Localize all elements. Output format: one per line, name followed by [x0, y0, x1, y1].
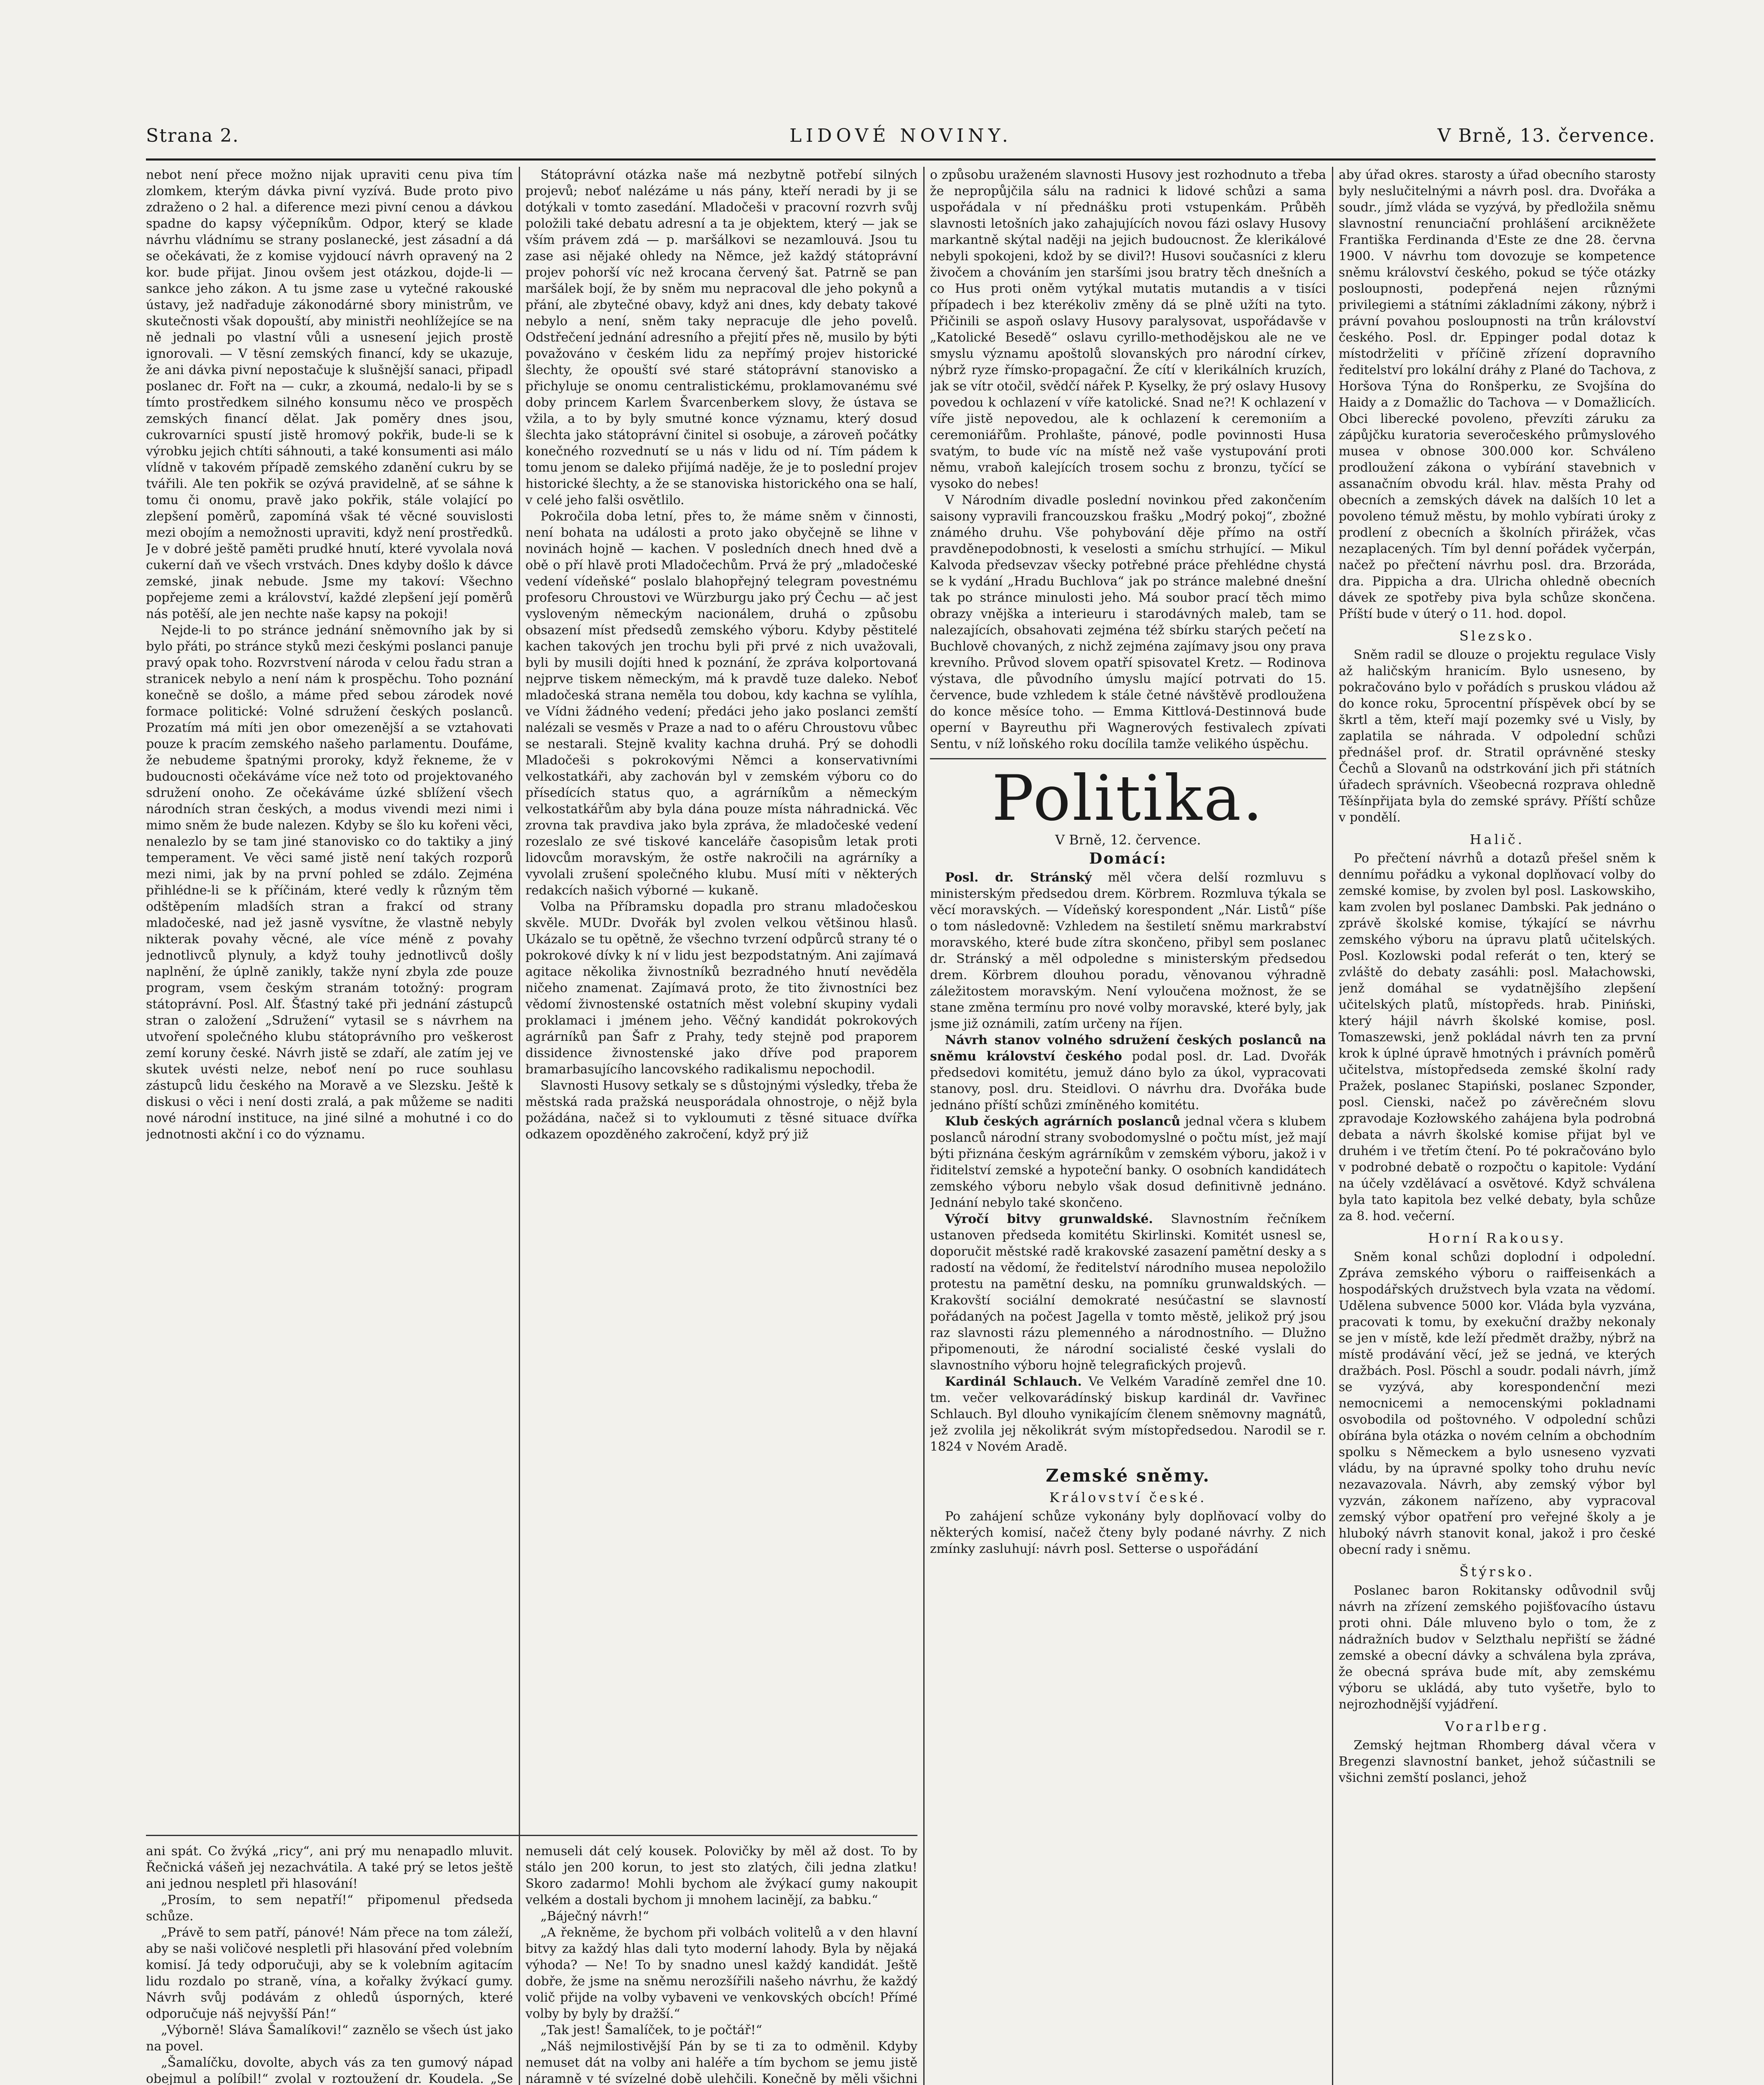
article-text: Slavnosti Husovy setkaly se s důstojnými výsledky, třeba že městská rada pražská neusporádala ohnostroje, o nějž byla požádána, načež si to vykloumuti z těsné situace dvířka odkazem opozděného zakročení, když prý již	[525, 1078, 917, 1142]
navrh-heading: Návrh stanov volného sdružení českých poslanců na sněmu království českého	[930, 1033, 1326, 1064]
article-text: Poslanec baron Rokitansky odůvodnil svůj návrh na zřízení zemského pojišťovacího ústavu proti ohni. Dále mluveno bylo o tom, že z nádražních budov v Selzthalu nepřiští se žádné zemské a obecní dávky a schválena byla zpráva, že obecná správa bude mít, aby zemskému výboru se ukládá, aby tuto vyšetře, bylo to nejrozhodnější vyjádření.	[1339, 1583, 1656, 1712]
article-text: Nejde-li to po stránce jednání sněmovního jak by si bylo přáti, po stránce styků mezi českými poslanci panuje pravý opak toho. Rozvrstvení národa v celou řadu stran a stranicek nebylo a není nám k prospěchu. Toho poznání konečně se došlo, a máme před sebou zárodek nové formace politické: Volné sdružení českých poslanců. Prozatím má míti jen obor omezenější a se vztahovati pouze k pracím zemského našeho parlamentu. Doufáme, že nebudeme špatnými proroky, když řekneme, že v budoucnosti očekáváme více než toto od projektovaného sdružení onoho. Ze očekáváme úzké sblížení všech národních stran českých, a modus vivendi mezi nimi i mimo sněm že bude nalezen. Kdyby se šlo ku kořeni věci, nenalezlo by se tam jiné stanovisko co do taktiky a jiný temperament. Ve věci samé jistě není takých rozporů mezi nimi, jak by na první pohled se zdálo. Zejména přihlédne-li se k příčinám, které vedly k různým těm odštěpením mladších stran a frakcí od strany mladočeské, nad jež jasně vysvítne, že vlastně nebyly nikterak povahy věcné, ale více méně z povahy jednotlivců plynuly, a když touhy jednotlivců došly naplnění, že úplně zanikly, takže nyní zbyla zde pouze program, vsem českým stranám totožný: program státoprávní. Posl. Alf. Šťastný také při jednání zástupců stran o založení „Sdružení“ vytasil se s návrhem na utvoření společného klubu státoprávního pro veškerost zemí koruny české. Návrh jistě se zdaří, ale zatím jej ve skutek uvésti nelze, neboť není po ruce souhlasu zástupců lidu českého na Moravě a ve Slezsku. Ještě k diskusi o věci i není dosti zralá, a pak můžeme se naditi nové národní instituce, na jiné silné a mohutné i co do jednotnosti akční i co do významu.	[146, 623, 513, 1142]
column-1	[146, 167, 513, 1831]
feuilleton-text: nemuseli dát celý kousek. Polovičky by měl až dost. To by stálo jen 200 korun, to jest sto zlatých, čili jedna zlatku! Skoro zadarmo! Mohli bychom ale žvýkací gumy nakoupit velkém a dostali bychom ji mnohem lacinějí, za babku.“	[525, 1844, 917, 1907]
article-text: podal posl. dr. Lad. Dvořák předsedovi komitétu, jemuž dáno bylo za úkol, vypracovati stanovy, posl. dru. Steidlovi. O návrhu dra. Dvořáka bude jednáno příští schůzi zmíněného komitétu.	[930, 1049, 1326, 1113]
article-text: aby úřad okres. starosty a úřad obecního starosty byly neslučitelnými a návrh posl. dra. Dvořáka a soudr., jímž vláda se vyzývá, by předložila sněmu slavnostní renunciační prohlášení arcikněžete Františka Ferdinanda d'Este ze dne 28. června 1900. V návrhu tom dovozuje se kompetence sněmu království českého, pokud se týče otázky posloupnosti, podepřená nejen různými privilegiemi a státními základními zákony, nýbrž i právní povahou posloupnosti na trůn království českého. Posl. dr. Eppinger podal dotaz k místodrželiti v příčině zřízení dopravního ředitelství pro lokální dráhy z Plané do Tachova, z Horšova Týna do Ronšperku, ze Svojšína do Haidy a z Domažlic do Tachova — v Domažlicích. Obci liberecké povoleno, převzíti záruku za zápůjčku kuratoria severočeského průmyslového musea v obnose 300.000 kor. Schváleno prodloužení zákona o vybírání stavebnich v assanačním obvodu král. hlav. města Prahy od obecních a zemských dávek na dalších 10 let a povoleno témuž městu, by mohlo vybírati úroky z prodlení z obecních a školních přirážek, včas nezaplacených. Tím byl denní pořádek vyčerpán, načež po přečtení návrhu posl. dra. Brzoráda, dra. Pippicha a dra. Ulricha ohledně obecních dávek ze spotřeby piva byla schůze skončena. Příští bude v úterý o 11. hod. dopol.	[1339, 168, 1656, 621]
domestic-heading: Domácí:	[1089, 850, 1167, 867]
feuilleton-text: ani spát. Co žvýká „ricy“, ani prý mu nenapadlo mluvit. Řečnická vášeň jej nezachvátila. A také prý se letos ještě ani jednou nespletl při hlasování!	[146, 1844, 513, 1891]
feuilleton-text: „A řekněme, že bychom při volbách volitelů a v den hlavní bitvy za každý hlas dali tyto moderní lahody. Byla by nějaká výhoda? — Ne! To by snadno unesl každý kandidát. Ještě dobře, že jsme na sněmu nerozšířili našeho návrhu, že každý volič přijde na volby vybaveni ve venkovských obcích! Přímé volby by byly by dražší.“	[525, 1925, 917, 2021]
article-text: Sněm radil se dlouze o projektu regulace Visly až haličským hranicím. Bylo usneseno, by pokračováno bylo v pořádích s pruskou vládou až do konce roku, 5procentní příspěvek obcí by se škrtl a těm, kteří mají pozemky své u Visly, by zaplatila se náhrada. V odpolední schůzi přednášel prof. dr. Stratil oprávněné stesky Čechů a Slovanů na odstrkování jich při státních úřadech správních. Všeobecná rozprava ohledně Těšínpřijata byla do zemské správy. Příští schůze v pondělí.	[1339, 648, 1656, 825]
klub-heading: Klub českých agrárních poslanců	[945, 1114, 1181, 1129]
feuilleton-text: „Výborně! Sláva Šamalíkovi!“ zaznělo se všech úst jako na povel.	[146, 2023, 513, 2054]
politika-date: V Brně, 12. července.	[1055, 832, 1201, 848]
feuilleton-text: „Tak jest! Šamalíček, to je počtář!“	[540, 2023, 762, 2037]
kralovstvi-heading: Království české.	[1049, 1490, 1207, 1505]
styrsko-heading: Štýrsko.	[1459, 1564, 1535, 1580]
slezsko-heading: Slezsko.	[1459, 628, 1535, 644]
article-text: jednal včera s klubem poslanců národní strany svobodomyslné o počtu míst, jež mají býti přiznána českým agrárníkům v zemském výboru, jakož i v řiditelství zemské a hypoteční banky. O osobních kandidátech zemského výboru nebylo však dosud definitivně jednáno. Jednání nebylo také skončeno.	[930, 1114, 1326, 1210]
page-header	[146, 125, 1656, 154]
column-rule	[519, 167, 520, 2085]
feuilleton-text: „Náš nejmilostivější Pán by se ti za to odměnil. Kdyby nemuset dát na volby ani haléře a tím bychom se jemu jistě náramně v té svízelné době ulehčili. Konečně by měli všichni	[525, 2039, 917, 2085]
article-text: Sněm konal schůzi doplodní i odpolední. Zpráva zemského výboru o raiffeisenkách a hospodářských družstvech byla vzata na vědomí. Udělena subvence 5000 kor. Vláda byla vyzvána, pracovati k tomu, by exekuční dražby nekonaly se jen v místě, kde leží předmět dražby, nýbrž na místě prodávání věcí, jež se jedná, ve kterých dražbách. Posl. Pöschl a soudr. podali návrh, jímž se vyzývá, aby korespondenční mezi nemocnicemi a nemocenskými pokladnami osvobodila od poštovného. V odpolední schůzi obírána byla otázka o novém celním a obchodním spolku s Německem a bylo usneseno vyzvati vládu, by na úpravné spolky toho druhu nevíc nezavazovala. Návrh, aby zemský výbor byl vyzván, zákonem nařízeno, aby vypracoval zemský výbor opatření pro veřejné školy a je hluboký návrh stanovit konal, jakož i pro české obecní rady i sněmu.	[1339, 1250, 1656, 1557]
feuilleton-text: „Prosím, to sem nepatří!“ připomenul předseda schůze.	[146, 1893, 513, 1924]
feuilleton-column-2	[525, 1843, 917, 2085]
article-text: Ve Velkém Varadíně zemřel dne 10. tm. večer velkovarádínský biskup kardinál dr. Vavřinec Schlauch. Byl dlouho vynikajícím členem sněmovny magnátů, jež zvolila jej několikrát svým místopředsedou. Narodil se r. 1824 v Novém Aradě.	[930, 1374, 1326, 1454]
column-4	[1339, 167, 1656, 2085]
article-text: Po přečtení návrhů a dotazů přešel sněm k dennímu pořádku a vykonal doplňovací volby do zemské komise, by zvolen byl posl. Laskowskiho, kam zvolen byl poslanec Dambski. Pak jednáno o zprávě školské komise, týkající se návrhu zemského výboru na úpravu platů učitelských. Posl. Kozlowski podal referát o ten, který se zvláště do debaty zasáhli: posl. Małachowski, jenž domáhal se vydatnějšího zlepšení učitelských platů, místopředs. hrab. Piniński, který hájil návrh školské komise, posl. Tomaszewski, jenž pokládal návrh ten za první krok k úplné úpravě hmotných i právních poměrů učitelstva, místopředseda zemské školní rady Pražek, poslanec Stapiński, poslanec Szponder, posl. Cienski, načež po závěrečném slovu zpravodaje Kozłowského zahájena byla podrobná debata a návrh školské komise přijat byl ve druhém i ve třetím čtení. Po té pokračováno bylo v podrobné debatě o rozpočtu o kapitole: Vydání na účely vzdělávací a osvětové. Když schválena byla tato kapitola bez velké debaty, byla schůze za 8. hod. večerní.	[1339, 851, 1656, 1223]
feuilleton-text: „Právě to sem patří, pánové! Nám přece na tom záleží, aby se naši voličové nespletli při hlasování před volebním komisí. Já tedy odporučuji, aby se k volebním agitacím lidu rozdalo po straně, vína, a kořalky žvýkací gumy. Návrh svůj podávám z ohledů úsporných, které odporučuje náš nejvyšší Pán!“	[146, 1925, 513, 2021]
vorarlberg-heading: Vorarlberg.	[1445, 1718, 1550, 1734]
stransky-heading: Posl. dr. Stránský	[945, 870, 1092, 885]
header-rule	[146, 158, 1656, 161]
article-text: V Národním divadle poslední novinkou před zakončením saisony vypravili francouzskou frašku „Modrý pokoj“, zbožné známého druhu. Vše pohybování děje přímo na ostří pravděnepodobnosti, k veselosti a smíchu strhující. — Mikul Kalvoda předsevzav všecky potřebné práce přehlédne chystá se k vydání „Hradu Buchlova“ jak po stránce malebné dnešní tak po stránce minulosti jeho. Má soubor prací těch mimo obrazy vnějška a interieuru i starodávných maleb, tam se nalezajících, obsahovati zejména též sbírku starých pečetí na Buchlově chovaných, z nichž zejména zajímavy jsou ony prava krevního. Průvod slovem opatří spisovatel Kretz. — Rodinova výstava, dle původního úmyslu mající potrvati do 15. července, bude vzhledem k stále četné návštěvě prodloužena do konce měsíce toho. — Emma Kittlová-Destinnová bude operní v Bayreuthu při Wagnerových festivalech zpívati Sentu, v níž loňského roku docílila tamže velikého úspěchu.	[930, 493, 1326, 751]
halic-heading: Halič.	[1470, 831, 1525, 847]
feuilleton-divider	[146, 1835, 917, 1836]
column-2	[525, 167, 917, 1831]
article-text: nebot není přece možno nijak upraviti cenu piva tím zlomkem, kterým dávka pivní vyzívá. Bude proto pivo zdraženo o 2 hal. a diference mezi pivní cenou a dávkou spadne do kapsy výčepníkům. Odpor, který se klade návrhu vládnímu se strany poslanecké, jest zásadní a dá se očekávati, že z komise vyjdoucí návrh opravený na 2 kor. bude přijat. Jinou ovšem jest otázkou, dojde-li — sankce jeho zákon. A tu jsme zase u vytečné rakouské ústavy, jež nadřaduje zákonodárné sbory ministrům, ve skutečnosti však dopouští, aby ministři neohlížejíce se na ně jednali po vlastní vůli a usnesení jejich prostě ignorovali. — V těsní zemských financí, kdy se ukazuje, že ani dávka pivní nepostačuje k slušnější sanaci, připadl poslanec dr. Fořt na — cukr, a zkoumá, nedalo-li by se s tímto prostředkem silného konsumu něco ve prospěch zemských financí dělat. Jak poměry dnes jsou, cukrovarníci spustí jistě hromový pokřik, bude-li se k výrobku jejich chtíti sáhnouti, a také konsumenti asi málo vlídně v takovém případě zemského zdanění cukru by se tvářili. Ale ten pokřik se ozývá pravidelně, ať se sáhne k tomu či onomu, pravě jako pokřik, stále volající po zlepšení poměrů, zapomíná však té věcné souvislosti mezi obojím a nemožnosti upraviti, když není prostředků. Je v dobré ještě paměti prudké hnutí, které vyvolala nová cukerní daň ve všech vrstvách. Dnes kdyby došlo k dávce zemské, jinak nebude. Jsme my takoví: Všechno popřejeme zemi a království, každé zlepšení její poměrů nás potěší, ale jen nechte naše kapsy na pokoji!	[146, 168, 513, 621]
politika-heading: Politika.	[992, 762, 1264, 835]
article-text: Státoprávní otázka naše má nezbytně potřebí silných projevů; neboť nalézáme u nás pány, kteří neradi by ji se dotýkali v tomto zasedání. Mladočeši v pracovní rozvrh svůj položili také debatu adresní a ta je objektem, který — jak se vším právem zdá — p. maršálkovi se nezamlouvá. Jsou tu zase asi nějaké ohledy na Němce, jež každý státoprávní projev pohorší víc než krocana červený šat. Patrně se pan maršálek bojí, že by sněm mu nepracoval dle jeho pokynů a přání, ale zbytečné obavy, když ani dnes, kdy debaty takové nebylo a není, sněm taky nepracuje dle jeho povelů. Odstřečení jednání adresního a přejití přes ně, musilo by býti považováno v českém lidu za nepřímý projev historické šlechty, že opouští své staré státoprávní stanovisko a přichyluje se onomu centralistickému, proklamovanému své doby princem Karlem Švarcenberkem slovy, že ústava se vžila, a to by byly smutné konce významu, který dosud šlechta jako státoprávní činitel si osobuje, a zároveň počátky konečného rozvednutí se u nás v lidu od ní. Tím pádem k tomu jenom se daleko přijímá naděje, že je to poslední projev historické šlechty, a že se stanoviska historického ona se halí, v celé jeho falši osvětlilo.	[525, 168, 917, 507]
horni-rakousy-heading: Horní Rakousy.	[1428, 1230, 1566, 1246]
newspaper-title: LIDOVÉ NOVINY.	[789, 125, 1012, 146]
feuilleton-column-1	[146, 1843, 513, 2085]
column-rule	[1332, 167, 1333, 2085]
article-text: Pokročila doba letní, přes to, že máme sněm v činnosti, není bohata na události a proto jako obyčejně se lihne v novinách hojně — kachen. V posledních dnech hned dvě a obě o pří hlavě proti Mladočechům. Prvá že prý „mladočeské vedení vídeňské“ poslalo blahopřejný telegram povestnému profesoru Chroustovi ve Würzburgu jako prý Čechu — ač jest vysloveným německým nacionálem, druhá o způsobu obsazení míst předsedů zemského výboru. Kdyby pěstitelé kachen takových jen trochu byli při prvé z nich uvažovali, byli by musili dojíti hned k poznání, že zpráva kolportovaná nejprve tiskem německým, má k pravdě tuze daleko. Neboť mladočeská strana neměla tou dobou, kdy kachna se vylíhla, ve Vídni žádného vedení; předáci jeho jako poslanci zemští nalézali se vesměs v Praze a nad to o aféru Chroustovu vůbec se nestarali. Stejně kvality kachna druhá. Prý se dohodli Mladočeši s pokrokovými Němci a konservativními velkostatkáři, aby zachován byl v zemském výboru co do přísedících status quo, a agrárníkům a německým velkostatkářům aby byla dána pouze místa náhradnická. Věc zrovna tak pravdiva jako byla zpráva, že mladočeské vedení rozeslalo ze své tiskové kanceláře časopisům letak proti lidovcům moravským, že ostře nakročili na agrárníky a vyvolali zrušení společného klubu. Musí míti v některých redakcích našich výborné — kukaně.	[525, 509, 917, 898]
feuilleton-text: „Báječný návrh!“	[540, 1909, 649, 1924]
page-number: Strana 2.	[146, 125, 239, 146]
column-rule	[923, 167, 925, 2085]
article-text: měl včera delší rozmluvu s ministerským předsedou drem. Körbrem. Rozmluva týkala se věcí moravských. — Vídeňský korespondent „Nár. Listů“ píše o tom následovně: Vzhledem na šestiletí sněmu markrabství moravského, které bude zítra skončeno, přibyl sem poslanec dr. Stránský a měl odpoledne s ministerským předsedou drem. Körbrem dlouhou poradu, věnovanou výhradně záležitostem moravským. Není vyloučena možnost, že se stane změna termínu pro nové volby moravské, které byly, jak jsme již oznámili, zatím určeny na říjen.	[930, 870, 1326, 1031]
vyroci-heading: Výročí bitvy grunwaldské.	[945, 1212, 1153, 1226]
article-text: Zemský hejtman Rhomberg dával včera v Bregenzi slavnostní banket, jehož súčastnili se všichni zemští poslanci, jehož	[1339, 1738, 1656, 1785]
column-3	[930, 167, 1326, 2085]
issue-date: V Brně, 13. července.	[1437, 125, 1656, 146]
feuilleton-text: „Šamalíčku, dovolte, abych vás za ten gumový nápad obejmul a políbil!“ zvolal v roztoužení dr. Koudela. „Se	[146, 2055, 513, 2085]
zemske-snemy-heading: Zemské sněmy.	[1045, 1465, 1211, 1486]
article-text: Slavnostním řečníkem ustanoven předseda komitétu Skirlinski. Komitét usnesl se, doporučit městské radě krakovské zasazení pamětní desky a s radostí na vědomí, že ředitelství národního musea nepoložilo protestu na pamětní desku, na pomníku grunwaldských. — Krakovští sociální demokraté nesúčastní se slavností pořádaných na počest Jagella v tomto městě, jelikož prý jsou raz slavnosti rázu plemenného a národnostního. — Dlužno připomenouti, že národní socialisté české vyslali do slavnostního výboru hojně telegrafických projevů.	[930, 1212, 1326, 1373]
article-text: Volba na Příbramsku dopadla pro stranu mladočeskou skvěle. MUDr. Dvořák byl zvolen velkou většinou hlasů. Ukázalo se tu opětně, že všechno tvrzení odpůrců strany té o pokrokové dívky k ní v lidu jest bezpodstatným. Ani zajímavá agitace několika živnostníků bezradného hnutí nevěděla ničeho znamenat. Zajímavá proto, že tito živnostníci bez vědomí živnostenské ostatních měst volební skupiny vydali proklamaci i jménem jeho. Věčný kandidát pokrokových agrárníků pan Šafr z Prahy, tedy stejně pod praporem dissidence živnostenské jako dříve pod praporem bramarbasujícího lancovského radikalismu nepochodil.	[525, 899, 917, 1077]
article-text: o způsobu uraženém slavnosti Husovy jest rozhodnuto a třeba že nepropůjčila sálu na radnici k lidové schůzi a sama uspořádala v ní přednášku proti vstupenkám. Průběh slavnosti letošních jako zahajujících novou fázi oslavy Husovy markantně skýtal naději na jejich budoucnost. Že klerikálové nebyli spokojeni, kdož by se divil?! Husovi současníci z kleru živočem a chováním jen staršími jsou bratry těch dnešních a co Hus proti oněm vytýkal mutatis mutandis a v tisíci případech i bez kterékoliv změny dá se plně užíti na tyto. Přičinili se aspoň oslavy Husovy paralysovat, uspořádavše v „Katolické Besedě“ oslavu cyrillo-methodějskou ale ne ve smyslu významu apoštolů slovanských pro národní církev, nýbrž ryze římsko-propagační. Že cítí v klerikálních kruzích, jak se vítr otočil, svědčí nářek P. Kyselky, že prý oslavy Husovy povedou k ochlazení v víře katolické. Snad ne?! K ochlazení v víře jistě nepovedou, ale k ochlazení k ceremoniím a ceremoniářům. Prohlašte, pánové, podle povinnosti Husa svatým, to bude víc na místě než vaše vystupování proti němu, vraboň kalejících trosem sochu z bronzu, tyčící se vysoko do nebes!	[930, 168, 1326, 491]
article-text: Po zahájení schůze vykonány byly doplňovací volby do některých komisí, načež čteny byly podané návrhy. Z nich zmínky zasluhují: návrh posl. Setterse o uspořádání	[930, 1509, 1326, 1556]
kardinal-heading: Kardinál Schlauch.	[945, 1374, 1082, 1389]
section-divider	[930, 758, 1326, 759]
